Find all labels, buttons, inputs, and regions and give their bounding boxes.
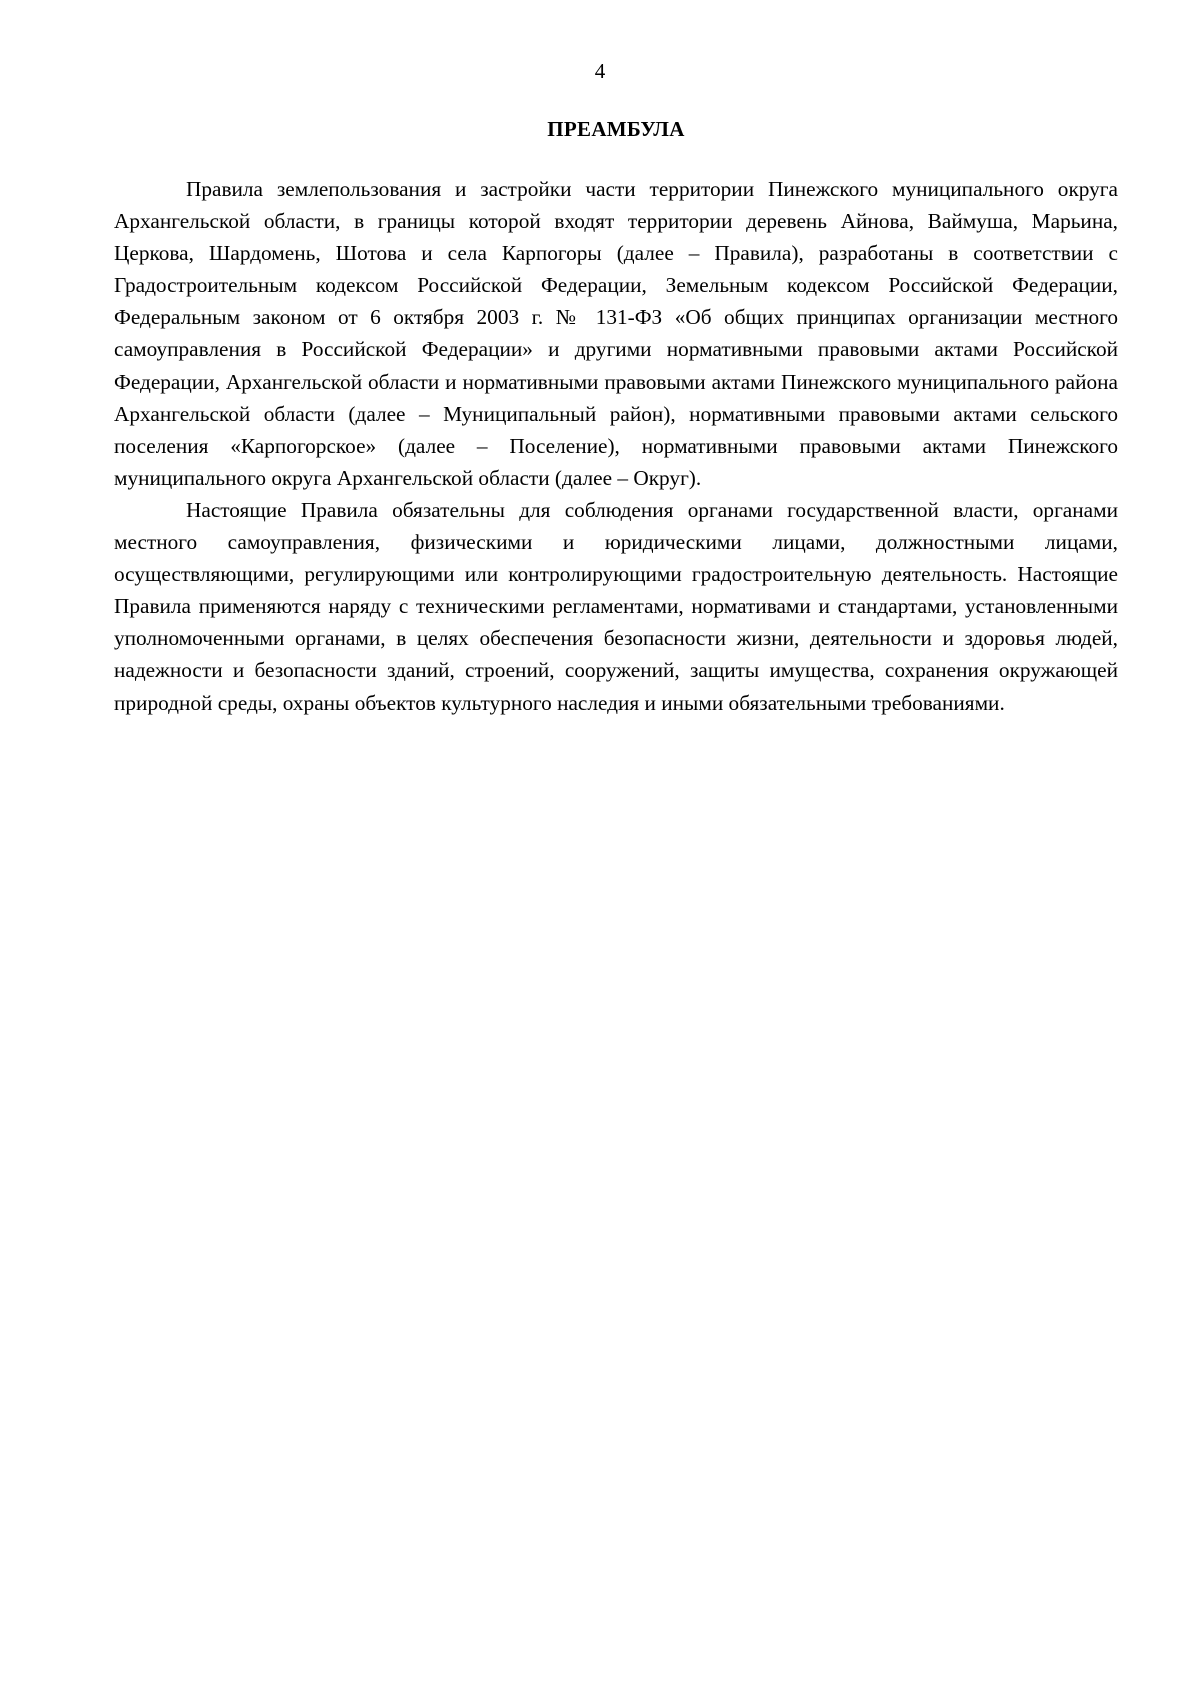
document-body	[114, 173, 1118, 719]
paragraph-preamble-scope: Правила землепользования и застройки части территории Пинежского муниципального округа Архангельской области, в границы которой входят территории деревень Айнова, Ваймуша, Марьина, Церкова, Шардомень, Шотова и села Карпогоры (далее – Правила), разработаны в соответствии с Градостроительным кодексом Российской Федерации, Земельным кодексом Российской Федерации, Федеральным законом от 6 октября 2003 г. № 131-ФЗ «Об общих принципах организации местного самоуправления в Российской Федерации» и другими нормативными правовыми актами Российской Федерации, Архангельской области и нормативными правовыми актами Пинежского муниципального района Архангельской области (далее – Муниципальный район), нормативными правовыми актами сельского поселения «Карпогорское» (далее – Поселение), нормативными правовыми актами Пинежского муниципального округа Архангельской области (далее – Округ).	[114, 177, 1118, 490]
section-title: ПРЕАМБУЛА	[547, 117, 685, 141]
page-number: 4	[594, 59, 606, 83]
paragraph-preamble-obligation: Настоящие Правила обязательны для соблюдения органами государственной власти, органами местного самоуправления, физическими и юридическими лицами, должностными лицами, осуществляющими, регулирующими или контролирующими градостроительную деятельность. Настоящие Правила применяются наряду с техническими регламентами, нормативами и стандартами, установленными уполномоченными органами, в целях обеспечения безопасности жизни, деятельности и здоровья людей, надежности и безопасности зданий, строений, сооружений, защиты имущества, сохранения окружающей природной среды, охраны объектов культурного наследия и иными обязательными требованиями.	[114, 497, 1118, 715]
